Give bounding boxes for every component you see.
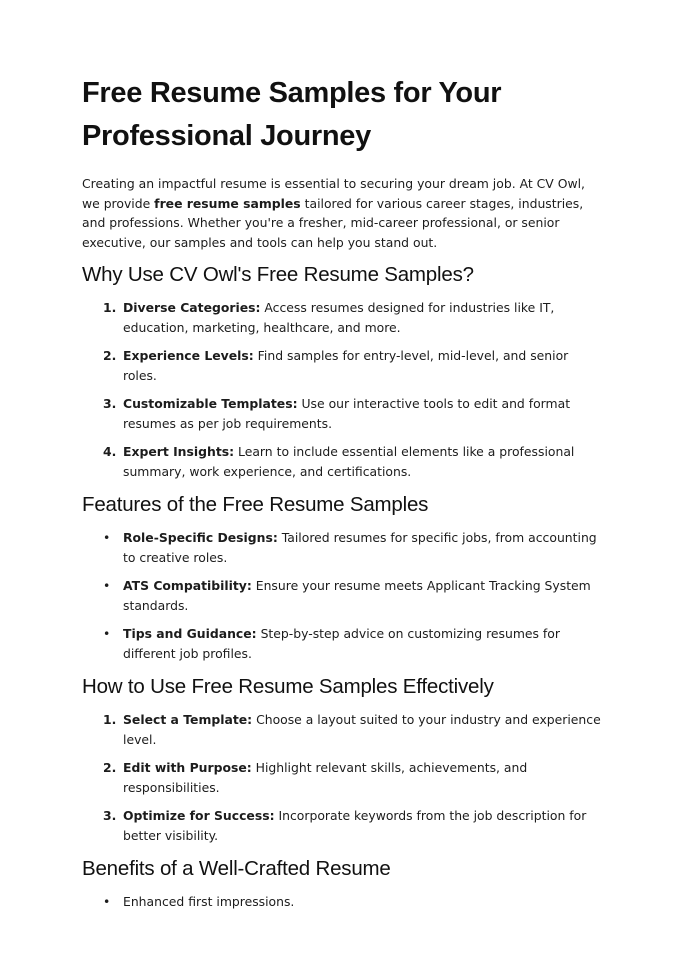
list-item-text: Step-by-step advice on customizing resumes for different job profiles. [123, 626, 560, 661]
list-item-text: Ensure your resume meets Applicant Tracking System standards. [123, 578, 591, 613]
intro-text-before: Creating an impactful resume is essential to securing your dream job. At CV Owl, we provide [82, 176, 585, 211]
list-item [82, 892, 602, 912]
list-item-term: Optimize for Success: [123, 808, 275, 824]
intro-paragraph [82, 174, 602, 252]
section-heading-features: Features of the Free Resume Samples [82, 493, 429, 517]
list-number: 1. [103, 300, 117, 316]
list-item-text: Enhanced first impressions. [123, 894, 295, 910]
why-use-list [82, 298, 602, 481]
document-content [82, 72, 602, 923]
features-list [82, 528, 602, 663]
benefits-list [82, 892, 602, 912]
list-item-text: Tailored resumes for specific jobs, from accounting to creative roles. [123, 530, 597, 565]
list-number: 2. [103, 760, 117, 776]
page-title: Free Resume Samples for Your Professional Journey [82, 77, 502, 152]
section-heading-why-use: Why Use CV Owl's Free Resume Samples? [82, 263, 474, 287]
list-item-text: Learn to include essential elements like a professional summary, work experience, and certifications. [123, 444, 575, 479]
list-item [82, 346, 602, 385]
list-item-text: Choose a layout suited to your industry and experience level. [123, 712, 601, 747]
list-item [82, 298, 602, 337]
list-item [82, 710, 602, 749]
list-number: 3. [103, 396, 117, 412]
bullet-icon: • [103, 894, 111, 910]
list-item [82, 528, 602, 567]
bullet-icon: • [103, 626, 111, 642]
list-item-text: Find samples for entry-level, mid-level, and senior roles. [123, 348, 569, 383]
list-item [82, 442, 602, 481]
list-item-term: Customizable Templates: [123, 396, 298, 412]
how-to-use-list [82, 710, 602, 845]
list-item-term: Role-Specific Designs: [123, 530, 278, 546]
list-number: 1. [103, 712, 117, 728]
list-item-text: Use our interactive tools to edit and format resumes as per job requirements. [123, 396, 571, 431]
list-item [82, 758, 602, 797]
list-item-term: Select a Template: [123, 712, 253, 728]
bullet-icon: • [103, 578, 111, 594]
list-item-term: ATS Compatibility: [123, 578, 252, 594]
list-item [82, 624, 602, 663]
list-item [82, 576, 602, 615]
list-item [82, 806, 602, 845]
intro-text-after: tailored for various career stages, industries, and professions. Whether you're a fresher, mid-career professional, or senior executive, our samples and tools can help you stand out. [82, 195, 584, 250]
list-number: 3. [103, 808, 117, 824]
list-item-term: Tips and Guidance: [123, 626, 257, 642]
section-heading-how-to-use: How to Use Free Resume Samples Effectively [82, 675, 494, 699]
list-item-text: Access resumes designed for industries like IT, education, marketing, healthcare, and more. [123, 300, 555, 335]
section-heading-benefits: Benefits of a Well-Crafted Resume [82, 857, 391, 881]
list-item-term: Diverse Categories: [123, 300, 261, 316]
list-item-term: Expert Insights: [123, 444, 235, 460]
list-item-term: Experience Levels: [123, 348, 254, 364]
intro-bold-phrase: free resume samples [154, 195, 301, 211]
list-item-text: Incorporate keywords from the job description for better visibility. [123, 808, 587, 843]
bullet-icon: • [103, 530, 111, 546]
list-item-text: Highlight relevant skills, achievements, and responsibilities. [123, 760, 528, 795]
list-number: 4. [103, 444, 117, 460]
list-number: 2. [103, 348, 117, 364]
list-item-term: Edit with Purpose: [123, 760, 252, 776]
list-item [82, 394, 602, 433]
